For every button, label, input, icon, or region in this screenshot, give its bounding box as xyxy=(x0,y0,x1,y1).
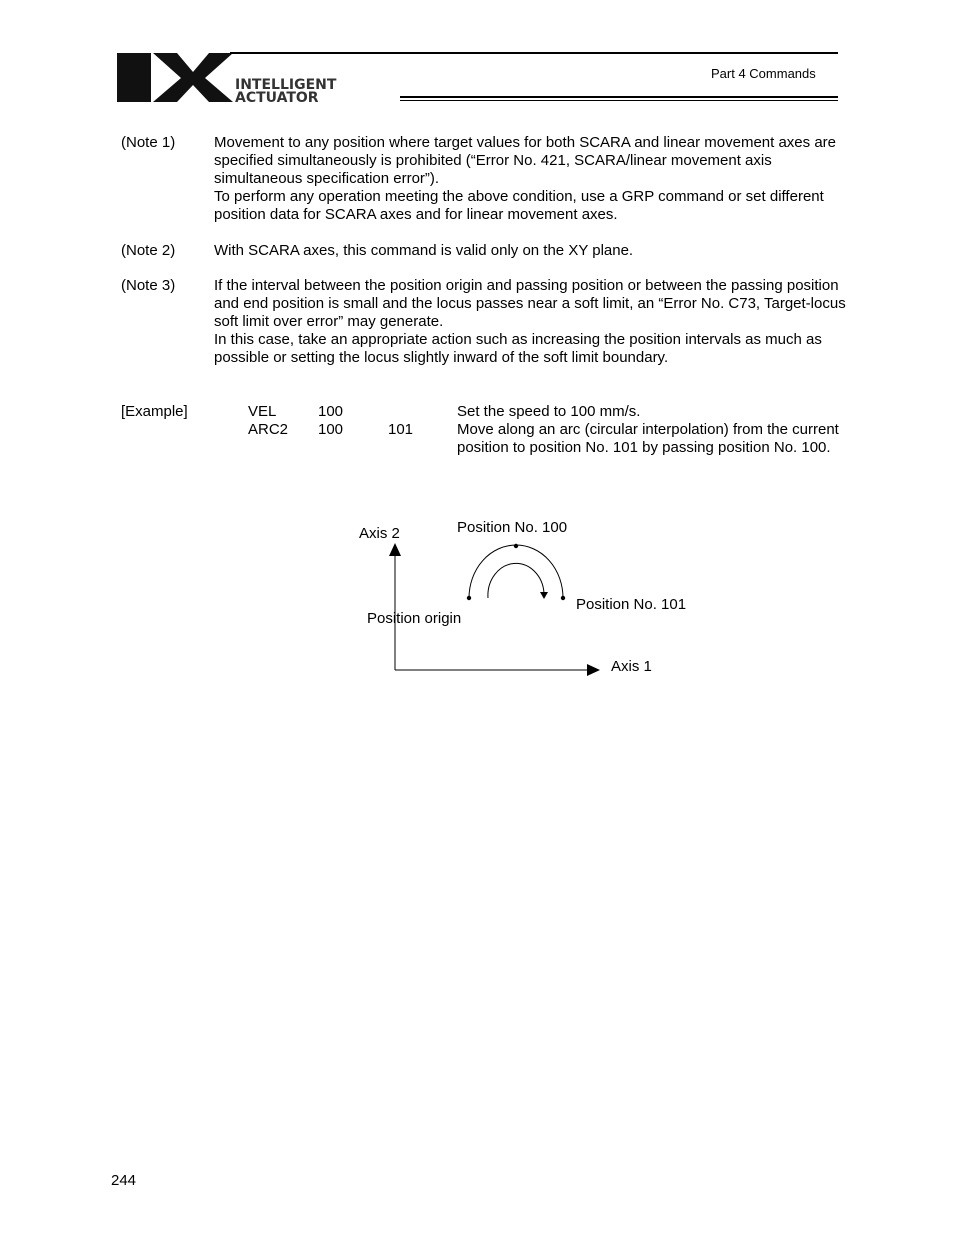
example-row-1-comment: Set the speed to 100 mm/s. xyxy=(457,403,641,420)
example-row-2-comment: Move along an arc (circular interpolation) from the current position to position No. 101 by passing position No. 100. xyxy=(457,421,839,456)
position-100-label: Position No. 100 xyxy=(457,519,568,536)
example-row-2-operand-2: 101 xyxy=(388,421,414,438)
note-3-label: (Note 3) xyxy=(121,277,176,294)
note-2-paragraph-1: With SCARA axes, this command is valid only on the XY plane. xyxy=(214,242,634,259)
note-1-label: (Note 1) xyxy=(121,134,176,151)
note-3-paragraph-2: In this case, take an appropriate action such as increasing the position intervals as much as possible or setting the locus slightly inward of the soft limit boundary. xyxy=(214,331,822,366)
axis-2-arrowhead xyxy=(389,543,401,556)
brand-line2: ACTUATOR xyxy=(235,90,319,106)
example-label: [Example] xyxy=(121,403,188,420)
axis-2-label: Axis 2 xyxy=(359,525,400,542)
outer-arc-locus xyxy=(469,545,563,598)
position-origin-point xyxy=(467,596,471,600)
position-101-label: Position No. 101 xyxy=(576,596,687,613)
brand-line1: INTELLIGENT xyxy=(235,77,337,93)
direction-arrowhead xyxy=(540,592,548,599)
example-row-2-operand-1: 100 xyxy=(318,421,344,438)
example-row-1-operand-1: 100 xyxy=(318,403,344,420)
note-1-paragraph-2: To perform any operation meeting the above condition, use a GRP command or set different position data for SCARA axes and for linear movement axes. xyxy=(214,188,824,223)
inner-direction-arc xyxy=(488,563,544,598)
position-origin-label: Position origin xyxy=(367,610,462,627)
example-row-1-command: VEL xyxy=(248,403,277,420)
note-3-paragraph-1: If the interval between the position origin and passing position or between the passing position and end position is small and the locus passes near a soft limit, an “Error No. C73, Target-locus soft limit over error” may generate. xyxy=(214,277,846,330)
note-1-paragraph-1: Movement to any position where target values for both SCARA and linear movement axes are specified simultaneously is prohibited (“Error No. 421, SCARA/linear movement axis simultaneous specification error”). xyxy=(214,134,836,187)
example-row-2-command: ARC2 xyxy=(248,421,289,438)
position-100-point xyxy=(514,544,518,548)
note-2-label: (Note 2) xyxy=(121,242,176,259)
section-title: Part 4 Commands xyxy=(711,66,816,81)
axis-1-label: Axis 1 xyxy=(611,658,652,675)
axis-1-arrowhead xyxy=(587,664,600,676)
page-number: 244 xyxy=(111,1172,137,1189)
position-101-point xyxy=(561,596,565,600)
